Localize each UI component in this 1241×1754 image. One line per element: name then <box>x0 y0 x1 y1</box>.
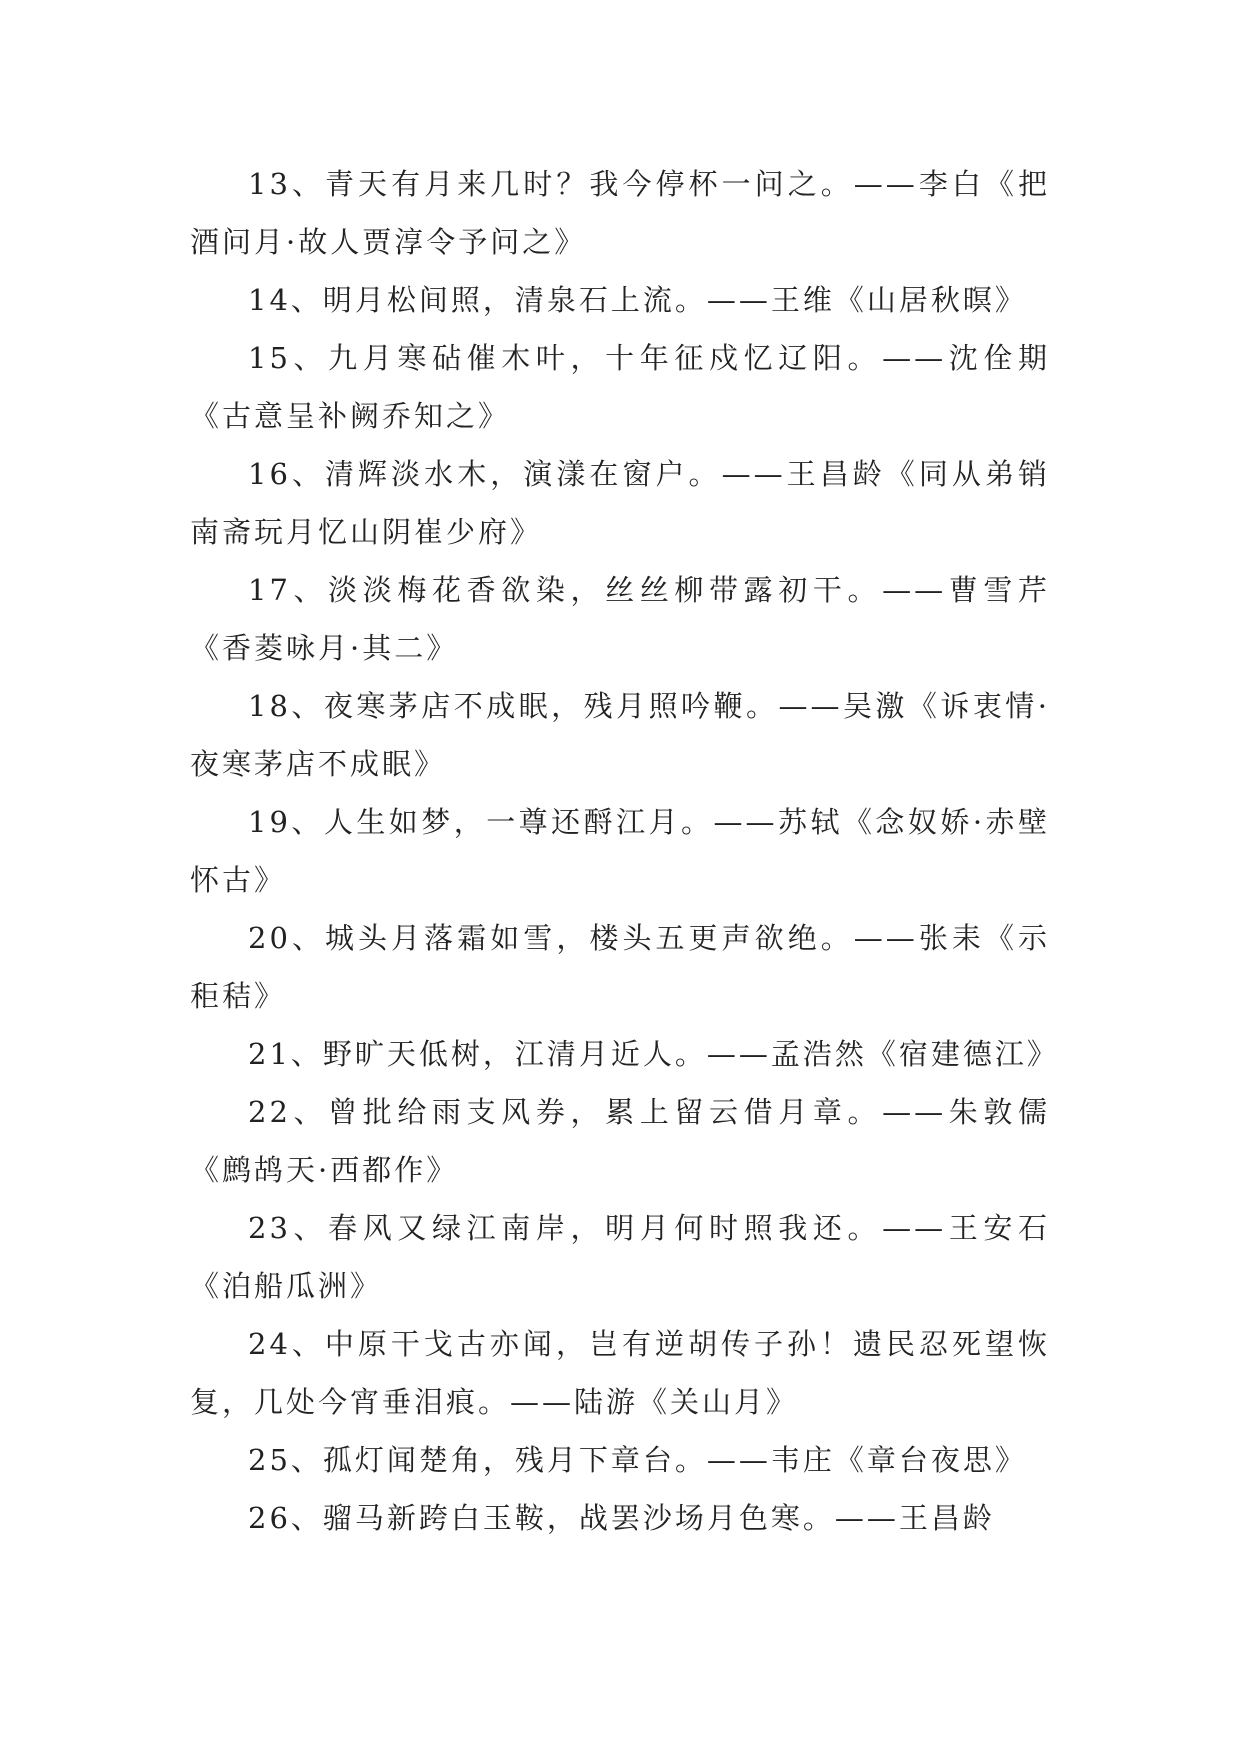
poem-entry-23: 23、春风又绿江南岸，明月何时照我还。——王安石《泊船瓜洲》 <box>190 1211 1050 1303</box>
poem-entry-14: 14、明月松间照，清泉石上流。——王维《山居秋暝》 <box>248 283 1027 317</box>
poem-entry-13: 13、青天有月来几时？我今停杯一问之。——李白《把酒问月·故人贾淳令予问之》 <box>190 167 1050 259</box>
poem-entry-20: 20、城头月落霜如雪，楼头五更声欲绝。——张耒《示秬秸》 <box>190 921 1050 1013</box>
poem-entry-22: 22、曾批给雨支风券，累上留云借月章。——朱敦儒《鹧鸪天·西都作》 <box>190 1095 1050 1187</box>
poem-entry-19: 19、人生如梦，一尊还酹江月。——苏轼《念奴娇·赤壁怀古》 <box>190 805 1050 897</box>
poem-entry-18: 18、夜寒茅店不成眠，残月照吟鞭。——吴激《诉衷情·夜寒茅店不成眠》 <box>190 689 1050 781</box>
poem-entry-15: 15、九月寒砧催木叶，十年征戍忆辽阳。——沈佺期《古意呈补阙乔知之》 <box>190 341 1050 433</box>
poem-entry-21: 21、野旷天低树，江清月近人。——孟浩然《宿建德江》 <box>248 1037 1059 1071</box>
poem-entry-24: 24、中原干戈古亦闻，岂有逆胡传子孙！遗民忍死望恢复，几处今宵垂泪痕。——陆游《关山月》 <box>190 1327 1050 1419</box>
poem-entry-17: 17、淡淡梅花香欲染，丝丝柳带露初干。——曹雪芹《香菱咏月·其二》 <box>190 573 1050 665</box>
poem-entry-16: 16、清辉淡水木，演漾在窗户。——王昌龄《同从弟销南斋玩月忆山阴崔少府》 <box>190 457 1050 549</box>
poem-list <box>190 155 1059 1547</box>
poem-entry-25: 25、孤灯闻楚角，残月下章台。——韦庄《章台夜思》 <box>248 1443 1027 1477</box>
poem-entry-26: 26、骝马新跨白玉鞍，战罢沙场月色寒。——王昌龄 <box>248 1501 995 1535</box>
